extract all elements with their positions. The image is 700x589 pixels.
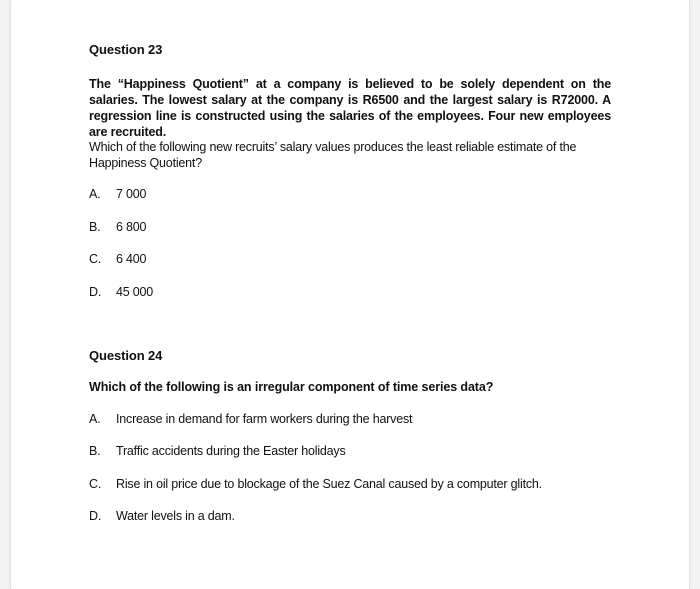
- option-text: 7 000: [116, 187, 147, 201]
- option-text: 45 000: [116, 285, 154, 299]
- option-letter: A.: [89, 187, 101, 201]
- option-text: 6 800: [116, 220, 147, 234]
- question-23-option-b[interactable]: [89, 220, 146, 234]
- option-text: Rise in oil price due to blockage of the Suez Canal caused by a computer glitch.: [116, 477, 542, 491]
- question-24-option-c[interactable]: [89, 477, 542, 491]
- question-23-prompt: Which of the following new recruits’ salary values produces the least reliable estimate of the Happiness Quotient?: [89, 140, 577, 170]
- document-page: [10, 0, 690, 589]
- question-24-prompt: Which of the following is an irregular component of time series data?: [89, 380, 494, 394]
- option-letter: D.: [89, 509, 102, 523]
- option-letter: C.: [89, 252, 102, 266]
- question-24-option-d[interactable]: [89, 509, 235, 523]
- question-24-option-a[interactable]: [89, 412, 412, 426]
- option-text: Water levels in a dam.: [116, 509, 235, 523]
- option-text: Traffic accidents during the Easter holidays: [116, 444, 346, 458]
- option-letter: A.: [89, 412, 101, 426]
- question-24-title: Question 24: [89, 348, 163, 363]
- question-23-stem: The “Happiness Quotient” at a company is believed to be solely dependent on the salaries. The lowest salary at the company is R6500 and the largest salary is R72000. A regression line is constructed using the salaries of the employees. Four new employees are recruited.: [89, 77, 611, 139]
- option-text: Increase in demand for farm workers during the harvest: [116, 412, 413, 426]
- question-23-title: Question 23: [89, 42, 163, 57]
- question-24-option-b[interactable]: [89, 444, 346, 458]
- question-23-option-c[interactable]: [89, 252, 146, 266]
- option-letter: B.: [89, 444, 101, 458]
- question-23-option-d[interactable]: [89, 285, 153, 299]
- option-letter: B.: [89, 220, 101, 234]
- option-letter: D.: [89, 285, 102, 299]
- option-letter: C.: [89, 477, 102, 491]
- question-23-option-a[interactable]: [89, 187, 146, 201]
- option-text: 6 400: [116, 252, 147, 266]
